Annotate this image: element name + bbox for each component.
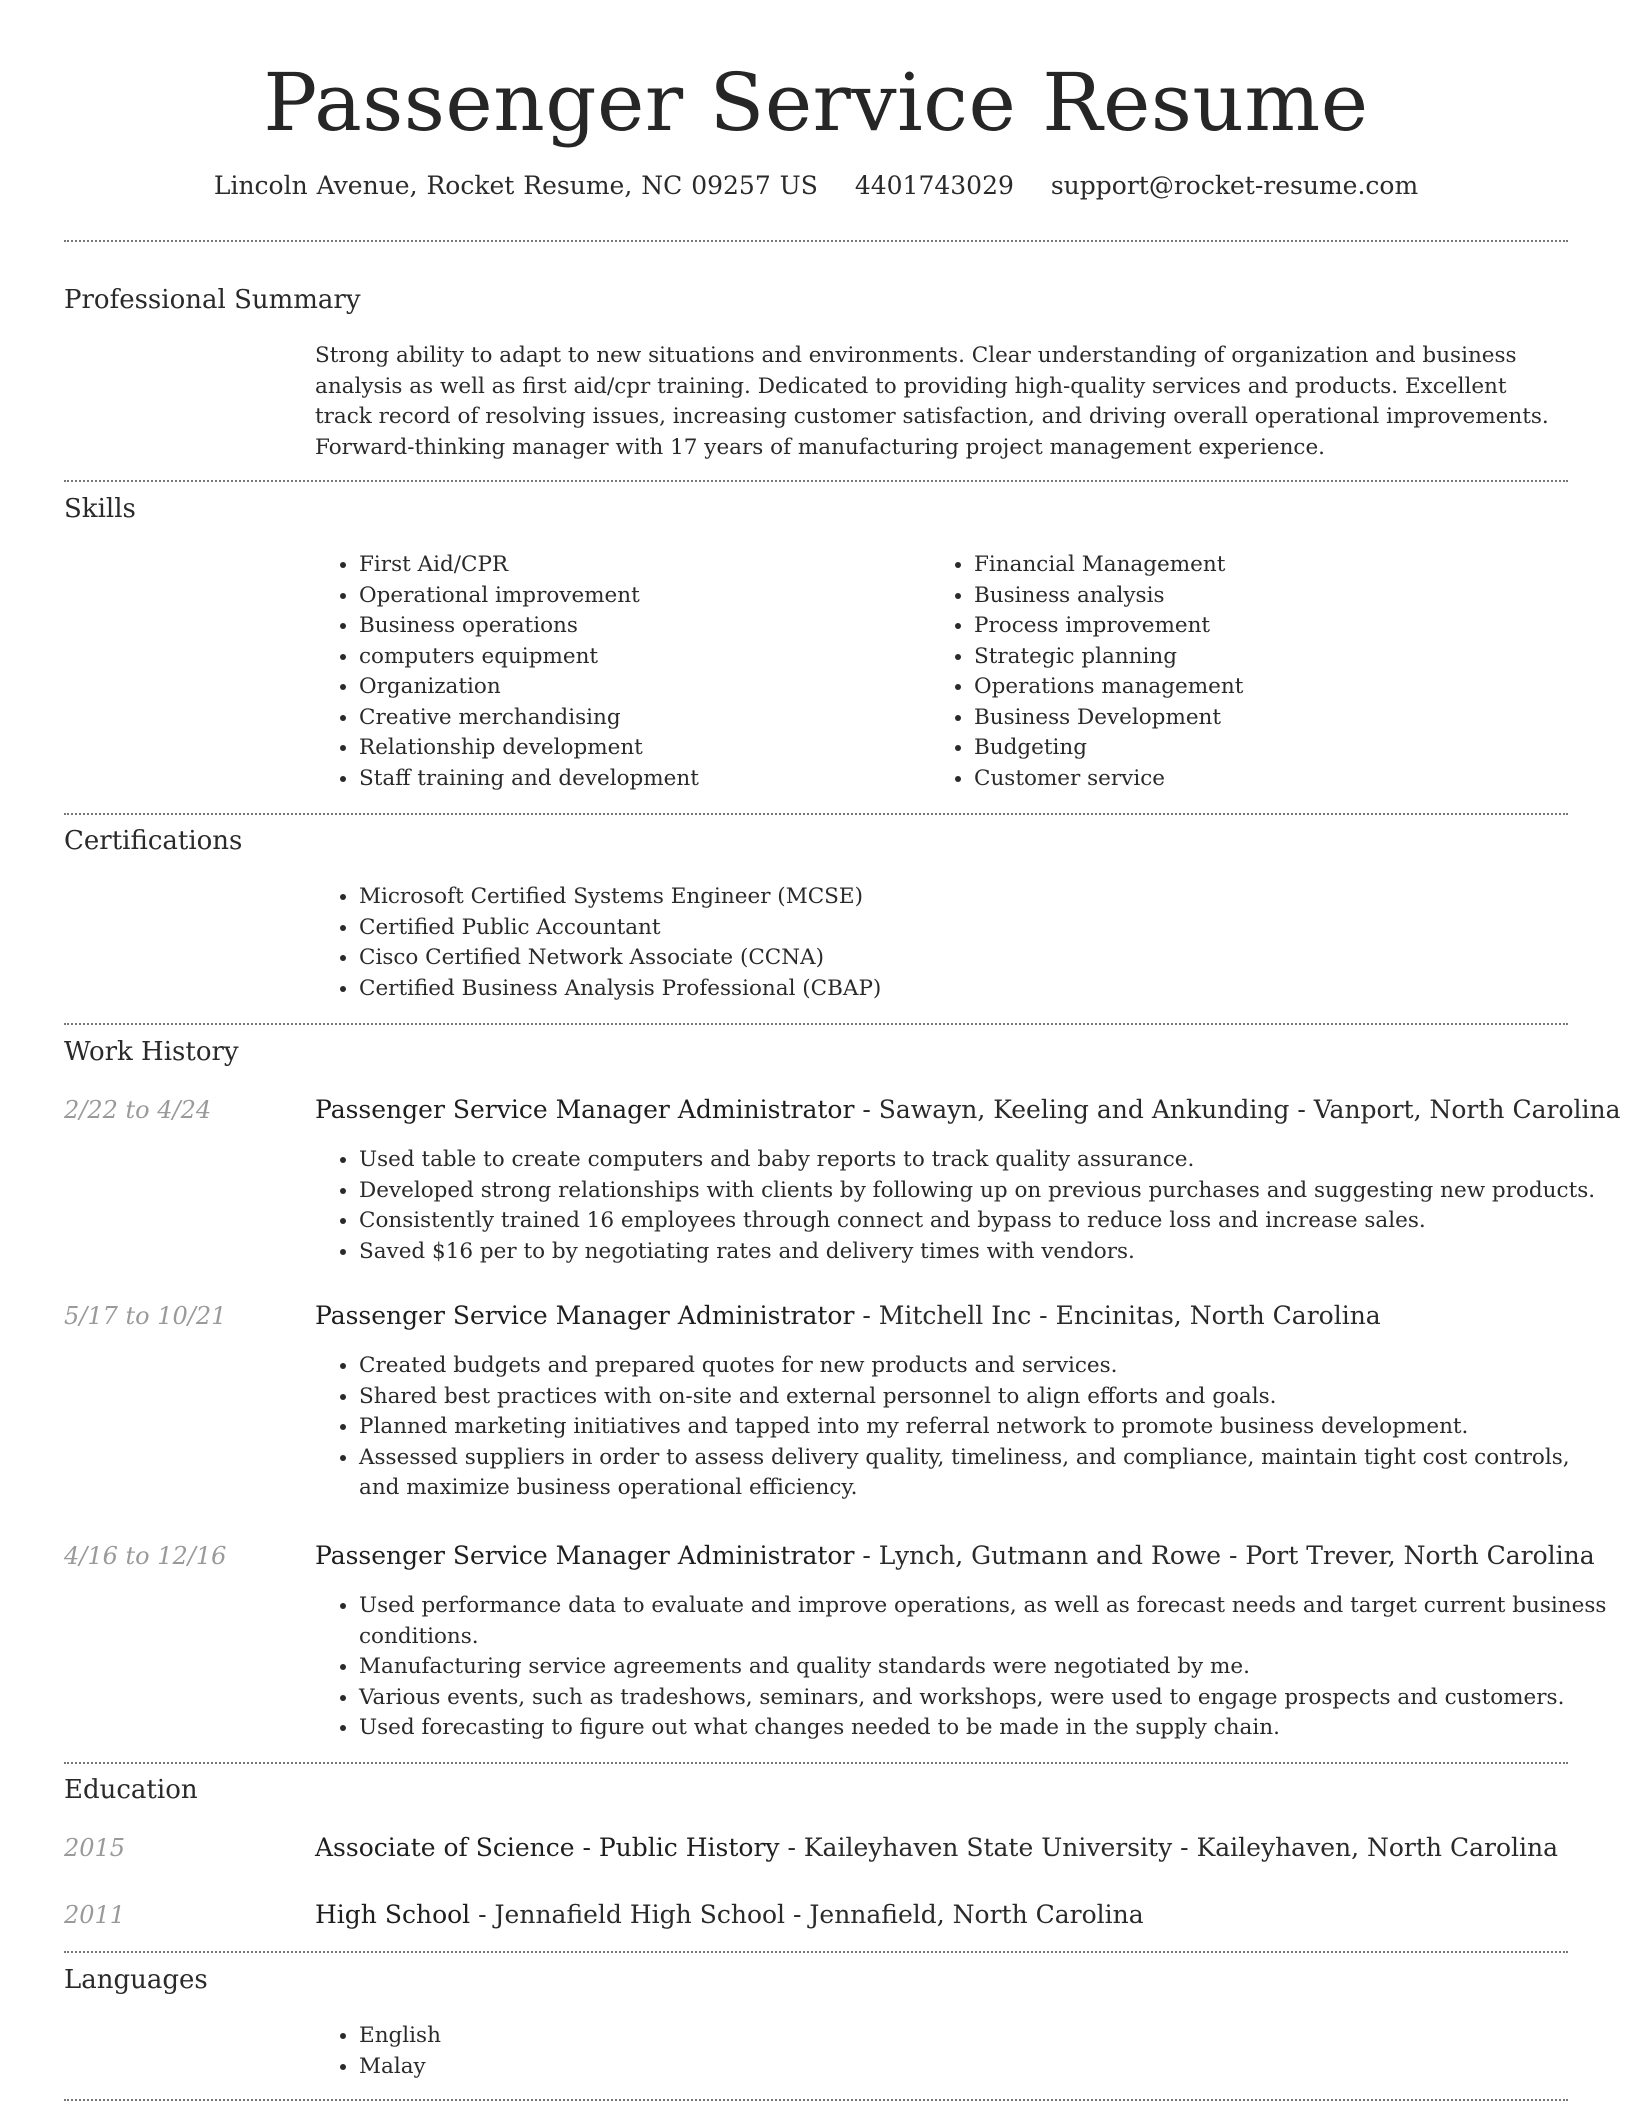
job-employer: - Lynch, Gutmann and Rowe - Port Trever, North Carolina: [854, 1541, 1595, 1570]
skill-item: • First Aid/CPR: [359, 550, 919, 581]
education-degree: Associate of Science - Public History: [315, 1833, 780, 1862]
job-date: 4/16 to 12/16: [64, 1542, 227, 1570]
education-entry: [315, 1897, 1568, 1933]
job-bullet: • Used performance data to evaluate and improve operations, as well as forecast needs and target current business conditions.: [359, 1591, 1612, 1652]
job-bullet: • Consistently trained 16 employees through connect and bypass to reduce loss and increase sales.: [359, 1206, 1612, 1237]
certification-item: • Cisco Certified Network Associate (CCNA): [359, 943, 1612, 974]
divider: [64, 240, 1568, 242]
divider: [64, 480, 1568, 482]
skill-item: • computers equipment: [359, 642, 919, 673]
skill-item: • Business Development: [974, 703, 1574, 734]
job-date: 2/22 to 4/24: [64, 1096, 212, 1124]
job-bullets: [315, 1145, 1612, 1267]
job-date: 5/17 to 10/21: [64, 1302, 227, 1330]
job-position: Passenger Service Manager Administrator: [315, 1301, 855, 1330]
job-bullet: • Shared best practices with on-site and external personnel to align efforts and goals.: [359, 1382, 1612, 1413]
skill-item: • Process improvement: [974, 611, 1574, 642]
contact-address: Lincoln Avenue, Rocket Resume, NC 09257 US: [213, 171, 818, 200]
skills-list-right: [930, 550, 1574, 794]
job-bullet: • Planned marketing initiatives and tapped into my referral network to promote business development.: [359, 1412, 1612, 1443]
section-title-work-history: Work History: [64, 1037, 239, 1067]
divider: [64, 1951, 1568, 1953]
education-year: 2011: [64, 1901, 126, 1929]
section-title-skills: Skills: [64, 494, 136, 524]
language-item: • Malay: [359, 2052, 1612, 2083]
job-bullets: [315, 1591, 1612, 1744]
section-title-languages: Languages: [64, 1965, 208, 1995]
job-bullet: • Created budgets and prepared quotes for new products and services.: [359, 1351, 1612, 1382]
education-degree: High School: [315, 1900, 471, 1929]
job-bullets: [315, 1351, 1612, 1504]
job-bullet: • Developed strong relationships with clients by following up on previous purchases and suggesting new products.: [359, 1176, 1612, 1207]
skill-item: • Staff training and development: [359, 764, 919, 795]
divider: [64, 2099, 1568, 2101]
job-bullet: • Manufacturing service agreements and quality standards were negotiated by me.: [359, 1652, 1612, 1683]
certifications-list: [315, 882, 1612, 1004]
job-bullet: • Saved $16 per to by negotiating rates and delivery times with vendors.: [359, 1237, 1612, 1268]
section-title-certifications: Certifications: [64, 826, 243, 856]
skill-item: • Financial Management: [974, 550, 1574, 581]
contact-info: [0, 168, 1632, 204]
contact-email[interactable]: support@rocket-resume.com: [1050, 171, 1419, 200]
certification-item: • Certified Public Accountant: [359, 913, 1612, 944]
education-school: - Kaileyhaven State University - Kaileyhaven, North Carolina: [779, 1833, 1558, 1862]
languages-list: [315, 2021, 1612, 2082]
skill-item: • Relationship development: [359, 733, 919, 764]
job-title: [315, 1092, 1621, 1128]
skill-item: • Budgeting: [974, 733, 1574, 764]
skill-item: • Creative merchandising: [359, 703, 919, 734]
skill-item: • Organization: [359, 672, 919, 703]
skill-item: • Operations management: [974, 672, 1574, 703]
skill-item: • Operational improvement: [359, 581, 919, 612]
job-bullet: • Assessed suppliers in order to assess delivery quality, timeliness, and compliance, maintain tight cost controls, and maximize business operational efficiency.: [359, 1443, 1612, 1504]
certification-item: • Microsoft Certified Systems Engineer (MCSE): [359, 882, 1612, 913]
job-position: Passenger Service Manager Administrator: [315, 1095, 855, 1124]
contact-phone: 4401743029: [854, 171, 1014, 200]
job-bullet: • Used table to create computers and baby reports to track quality assurance.: [359, 1145, 1612, 1176]
language-item: • English: [359, 2021, 1612, 2052]
job-bullet: • Used forecasting to figure out what changes needed to be made in the supply chain.: [359, 1713, 1612, 1744]
summary-text: Strong ability to adapt to new situations and environments. Clear understanding of organization and business analysis as well as first aid/cpr training. Dedicated to providing high-quality services and products. Excellent track record of resolving issues, increasing customer satisfaction, and driving overall operational improvements. Forward-thinking manager with 17 years of manufacturing project management experience.: [315, 343, 1549, 460]
job-bullet: • Various events, such as tradeshows, seminars, and workshops, were used to engage prospects and customers.: [359, 1683, 1612, 1714]
job-position: Passenger Service Manager Administrator: [315, 1541, 855, 1570]
education-school: - Jennafield High School - Jennafield, North Carolina: [470, 1900, 1144, 1929]
skill-item: • Business analysis: [974, 581, 1574, 612]
skill-item: • Strategic planning: [974, 642, 1574, 673]
divider: [64, 813, 1568, 815]
job-employer: - Sawayn, Keeling and Ankunding - Vanport, North Carolina: [854, 1095, 1621, 1124]
divider: [64, 1762, 1568, 1764]
certification-item: • Certified Business Analysis Professional (CBAP): [359, 974, 1612, 1005]
job-title: [315, 1298, 1568, 1334]
education-entry: [315, 1830, 1568, 1866]
job-title: [315, 1538, 1595, 1574]
section-title-summary: Professional Summary: [64, 285, 361, 315]
skill-item: • Business operations: [359, 611, 919, 642]
skill-item: • Customer service: [974, 764, 1574, 795]
job-employer: - Mitchell Inc - Encinitas, North Carolina: [854, 1301, 1381, 1330]
skills-list-left: [315, 550, 919, 794]
section-title-education: Education: [64, 1775, 198, 1805]
resume-title: Passenger Service Resume: [263, 56, 1369, 149]
divider: [64, 1023, 1568, 1025]
education-year: 2015: [64, 1834, 126, 1862]
